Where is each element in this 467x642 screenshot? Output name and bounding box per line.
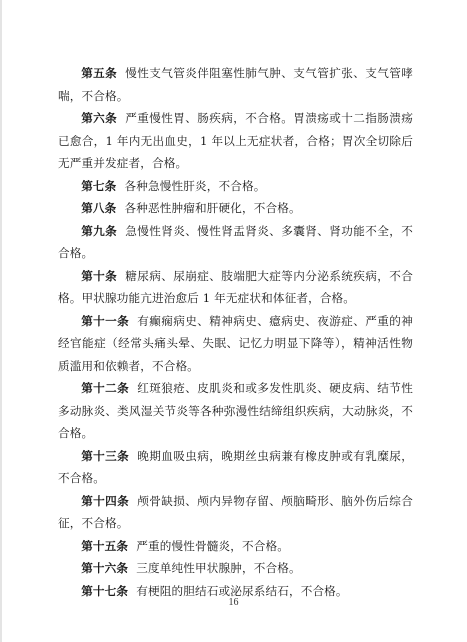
article-11 (58, 310, 413, 378)
page-number: 16 (228, 597, 239, 608)
article-number: 第十七条 (81, 583, 129, 598)
article-12 (58, 377, 413, 445)
article-text: 有癫痫病史、精神病史、癔病史、夜游症、严重的神经官能症（经常头痛头晕、失眠、记忆力明显下降等），精神活性物质滥用和依赖者，不合格。 (58, 313, 413, 373)
article-text: 颅骨缺损、颅内异物存留、颅脑畸形、脑外伤后综合征，不合格。 (58, 493, 413, 530)
article-list (58, 62, 413, 602)
article-14 (58, 490, 413, 535)
article-text: 各种急慢性肝炎，不合格。 (124, 178, 266, 193)
article-text: 急慢性肾炎、慢性肾盂肾炎、多囊肾、肾功能不全，不合格。 (58, 223, 413, 260)
article-text: 慢性支气管炎伴阻塞性肺气肿、支气管扩张、支气管哮喘，不合格。 (58, 66, 413, 103)
article-text: 晚期血吸虫病，晚期丝虫病兼有橡皮肿或有乳糜尿，不合格。 (58, 448, 413, 485)
article-text: 有梗阻的胆结石或泌尿系结石，不合格。 (136, 583, 348, 598)
article-text: 糖尿病、尿崩症、肢端肥大症等内分泌系统疾病，不合格。甲状腺功能亢进治愈后 1 年无症状和体征者，合格。 (58, 268, 413, 305)
article-number: 第十六条 (81, 561, 129, 575)
article-text: 各种恶性肿瘤和肝硬化，不合格。 (124, 201, 301, 215)
article-text: 三度单纯性甲状腺肿，不合格。 (136, 561, 301, 575)
article-number: 第十一条 (81, 313, 130, 328)
article-number: 第十二条 (81, 381, 130, 395)
article-text: 严重慢性胃、肠疾病，不合格。胃溃疡或十二指肠溃疡已愈合，1 年内无出血史，1 年以上无症状者，合格；胃次全切除后无严重并发症者，合格。 (58, 111, 413, 170)
article-number: 第九条 (81, 223, 118, 238)
article-number: 第六条 (81, 111, 118, 125)
article-7 (58, 175, 413, 198)
article-13 (58, 445, 413, 490)
article-number: 第十三条 (81, 448, 130, 463)
article-number: 第十条 (81, 268, 118, 283)
article-number: 第十四条 (81, 493, 130, 508)
article-15 (58, 535, 413, 558)
article-10 (58, 265, 413, 310)
article-number: 第七条 (81, 178, 117, 193)
article-number: 第五条 (81, 66, 118, 80)
article-number: 第十五条 (81, 538, 129, 553)
article-9 (58, 220, 413, 265)
article-6 (58, 107, 413, 175)
article-8 (58, 197, 413, 220)
article-text: 红斑狼疮、皮肌炎和或多发性肌炎、硬皮病、结节性多动脉炎、类风湿关节炎等各种弥漫性结缔组织疾病，大动脉炎，不合格。 (58, 381, 413, 440)
page-edge (0, 0, 2, 642)
article-16 (58, 557, 413, 580)
article-5 (58, 62, 413, 107)
article-text: 严重的慢性骨髓炎，不合格。 (136, 538, 289, 553)
article-number: 第八条 (81, 201, 117, 215)
